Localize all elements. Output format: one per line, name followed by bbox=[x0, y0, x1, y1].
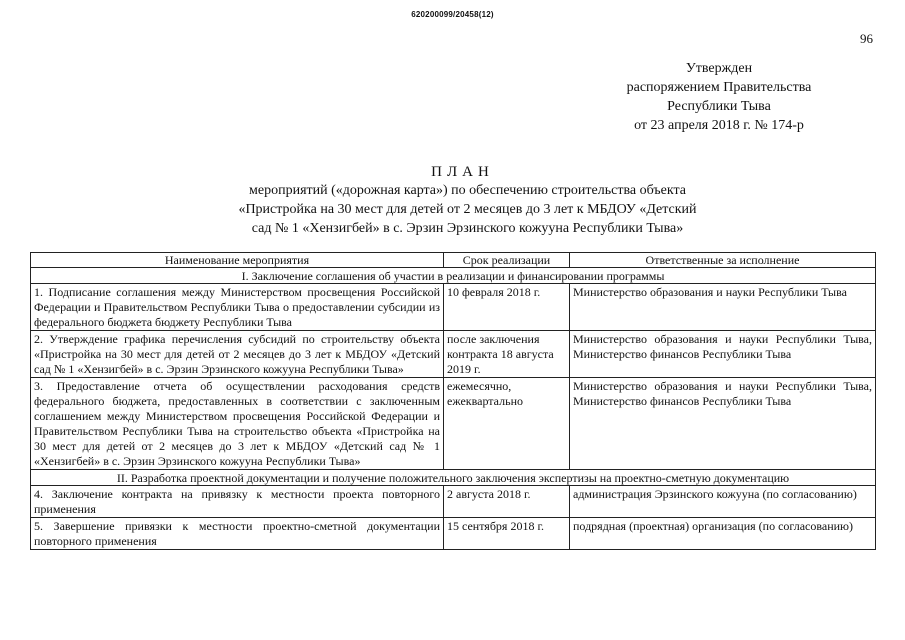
table-row bbox=[31, 378, 876, 470]
table-row bbox=[31, 331, 876, 378]
document-code: 620200099/20458(12) bbox=[411, 10, 494, 19]
row-term: после заключения контракта 18 августа 2019 г. bbox=[444, 331, 570, 378]
plan-title-block bbox=[0, 163, 905, 238]
approval-line-3: Республики Тыва bbox=[667, 99, 771, 114]
plan-subtitle-line-1: мероприятий («дорожная карта») по обеспечению строительства объекта bbox=[249, 183, 686, 198]
row-term: 10 февраля 2018 г. bbox=[444, 284, 570, 331]
table-row bbox=[31, 486, 876, 518]
approval-line-1: Утвержден bbox=[685, 61, 753, 76]
section-row bbox=[31, 470, 876, 486]
row-activity: 5. Завершение привязки к местности проектно-сметной документации повторного применения bbox=[31, 518, 444, 550]
row-responsible: администрация Эрзинского кожууна (по согласованию) bbox=[570, 486, 876, 518]
row-responsible: Министерство образования и науки Республики Тыва, Министерство финансов Республики Тыва bbox=[570, 378, 876, 470]
row-term: ежемесячно, ежеквартально bbox=[444, 378, 570, 470]
table-header-row bbox=[31, 253, 876, 268]
section-1-title: I. Заключение соглашения об участии в реализации и финансировании программы bbox=[31, 268, 876, 284]
section-2-title: II. Разработка проектной документации и получение положительного заключения экспертизы на проектно-сметную документацию bbox=[31, 470, 876, 486]
row-responsible: Министерство образования и науки Республики Тыва, Министерство финансов Республики Тыва bbox=[570, 331, 876, 378]
page-number: 96 bbox=[860, 31, 873, 46]
section-row bbox=[31, 268, 876, 284]
table-row bbox=[31, 518, 876, 550]
plan-subtitle-line-2: «Пристройка на 30 мест для детей от 2 месяцев до 3 лет к МБДОУ «Детский bbox=[238, 202, 697, 217]
plan-table bbox=[30, 252, 876, 550]
row-responsible: Министерство образования и науки Республики Тыва bbox=[570, 284, 876, 331]
row-term: 2 августа 2018 г. bbox=[444, 486, 570, 518]
table-row bbox=[31, 284, 876, 331]
approval-line-2: распоряжением Правительства bbox=[626, 80, 812, 95]
header-responsible: Ответственные за исполнение bbox=[570, 253, 876, 268]
plan-subtitle-line-3: сад № 1 «Хензигбей» в с. Эрзин Эрзинского кожууна Республики Тыва» bbox=[251, 221, 684, 236]
row-activity: 1. Подписание соглашения между Министерством просвещения Российской Федерации и Правительством Республики Тыва о предоставлении субсидии из федерального бюджета бюджету Республики Тыва bbox=[31, 284, 444, 331]
plan-title: ПЛАН bbox=[431, 164, 494, 180]
row-activity: 4. Заключение контракта на привязку к местности проекта повторного применения bbox=[31, 486, 444, 518]
header-activity: Наименование мероприятия bbox=[31, 253, 444, 268]
row-responsible: подрядная (проектная) организация (по согласованию) bbox=[570, 518, 876, 550]
row-activity: 2. Утверждение графика перечисления субсидий по строительству объекта «Пристройка на 30 мест для детей от 2 месяцев до 3 лет к МБДОУ «Детский сад № 1 «Хензигбей» в с. Эрзин Эрзинского кожууна Республики Тыва» bbox=[31, 331, 444, 378]
row-term: 15 сентября 2018 г. bbox=[444, 518, 570, 550]
approval-stamp bbox=[589, 59, 849, 135]
header-term: Срок реализации bbox=[444, 253, 570, 268]
approval-line-4: от 23 апреля 2018 г. № 174-р bbox=[634, 118, 804, 133]
row-activity: 3. Предоставление отчета об осуществлении расходования средств федерального бюджета, предоставленных в соответствии с заключенным соглашением между Министерством просвещения Российской Федерации и Правительством Республики Тыва на строительство объекта «Пристройка на 30 мест для детей от 2 месяцев до 3 лет к МБДОУ «Детский сад № 1 «Хензигбей» в с. Эрзин Эрзинского кожууна Республики Тыва» bbox=[31, 378, 444, 470]
